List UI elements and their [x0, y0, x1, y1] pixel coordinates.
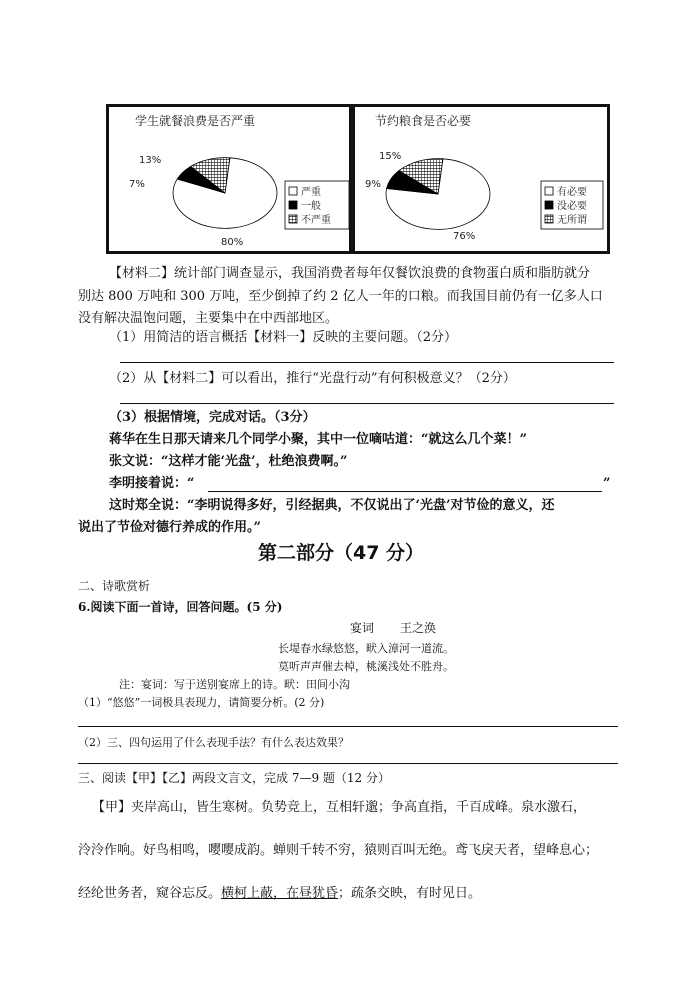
part2-title: 第二部分（47 分）: [258, 542, 425, 564]
dialogue-3-end: ”: [603, 476, 611, 491]
passage-jia-underlined: 横柯上蔽，在昼犹昏: [221, 886, 339, 901]
slice-label-2: 7%: [129, 179, 145, 190]
poem-line-1: 长堤春水绿悠悠，畎入漳河一道流。: [278, 642, 454, 655]
pie-chart-1: [106, 104, 352, 254]
question-1: （1）用简洁的语言概括【材料一】反映的主要问题。（2分）: [109, 330, 458, 345]
material2-line2: 别达 800 万吨和 300 万吨，至少倒掉了约 2 亿人一年的口粮。而我国目前仍有一亿多人口: [78, 289, 603, 304]
answer-line-3[interactable]: [208, 491, 602, 492]
pie-chart-2-svg: [355, 107, 607, 251]
legend-label-2: 一般: [301, 201, 321, 212]
answer-line-1[interactable]: [120, 362, 614, 363]
passage-jia-line3-c: ；疏条交映，有时见日。: [338, 886, 482, 901]
legend-swatch-1: [545, 187, 553, 195]
slice-label-3: 13%: [139, 155, 162, 166]
slice-label-1: 80%: [221, 237, 244, 248]
answer-line-4[interactable]: [78, 726, 618, 727]
chart-title: 学生就餐浪费是否严重: [135, 114, 256, 128]
slice-label-1: 76%: [453, 231, 476, 242]
passage-jia-line3-a: 经纶世务者，窥谷忘反。: [78, 886, 222, 901]
legend-swatch-2: [545, 201, 553, 209]
section-poetry: 二、诗歌赏析: [78, 579, 151, 593]
poem-line-2: 莫听声声催去棹，桃溪浅处不胜舟。: [278, 660, 454, 673]
legend-label-3: 不严重: [301, 215, 331, 226]
pie-chart-1-svg: [109, 107, 349, 251]
pie-chart-2: [352, 104, 610, 254]
answer-line-5[interactable]: [78, 763, 618, 764]
legend-label-3: 无所谓: [557, 215, 587, 226]
passage-jia-line2: 泠泠作响。好鸟相鸣，嘤嘤成韵。蝉则千转不穷，猿则百叫无绝。鸢飞戾天者，望峰息心；: [78, 843, 599, 858]
section-reading: 三、阅读【甲】【乙】两段文言文，完成 7—9 题（12 分）: [78, 771, 390, 785]
slice-label-2: 9%: [365, 179, 381, 190]
passage-jia-line1: 【甲】夹岸高山，皆生寒树。负势竞上，互相轩邈；争高直指，千百成峰。泉水激石，: [92, 800, 587, 815]
legend-label-1: 严重: [301, 187, 321, 198]
legend-swatch-3: [289, 215, 297, 223]
poem-note: 注：宴词：写于送别宴席上的诗。畎：田间小沟: [119, 678, 350, 691]
poem-author: 王之涣: [400, 621, 437, 635]
material2-line3: 没有解决温饱问题，主要集中在中西部地区。: [78, 311, 339, 326]
question-6: 6.阅读下面一首诗，回答问题。(5 分): [78, 600, 283, 614]
slice-label-3: 15%: [379, 151, 402, 162]
question-2: （2）从【材料二】可以看出，推行“光盘行动”有何积极意义？（2分）: [109, 371, 516, 386]
material2-line1: 【材料二】统计部门调查显示，我国消费者每年仅餐饮浪费的食物蛋白质和脂肪就分: [109, 266, 591, 281]
dialogue-4: 这时郑全说：“李明说得多好，引经据典，不仅说出了‘光盘’对节俭的意义，还: [109, 498, 555, 513]
dialogue-1: 蒋华在生日那天请来几个同学小聚，其中一位嘀咕道：“就这么几个菜！”: [109, 432, 527, 447]
poem-question-2: （2）三、四句运用了什么表现手法？有什么表达效果？: [78, 736, 349, 749]
answer-line-2[interactable]: [120, 403, 614, 404]
dialogue-5: 说出了节俭对德行养成的作用。”: [78, 520, 261, 535]
poem-title: 宴词: [350, 621, 375, 635]
dialogue-3-start: 李明接着说：“: [109, 476, 195, 491]
legend-swatch-2: [289, 201, 297, 209]
legend-label-2: 没必要: [557, 201, 587, 212]
question-3: （3）根据情境，完成对话。（3分）: [109, 410, 316, 425]
chart-title: 节约粮食是否必要: [375, 114, 472, 128]
poem-question-1: （1）“悠悠”一词极具表现力，请简要分析。(2 分): [78, 696, 325, 709]
legend-swatch-3: [545, 215, 553, 223]
legend-label-1: 有必要: [557, 187, 587, 198]
passage-jia-line3: [78, 887, 481, 900]
legend-swatch-1: [289, 187, 297, 195]
dialogue-2: 张文说：“这样才能‘光盘’，杜绝浪费啊。”: [109, 454, 348, 469]
